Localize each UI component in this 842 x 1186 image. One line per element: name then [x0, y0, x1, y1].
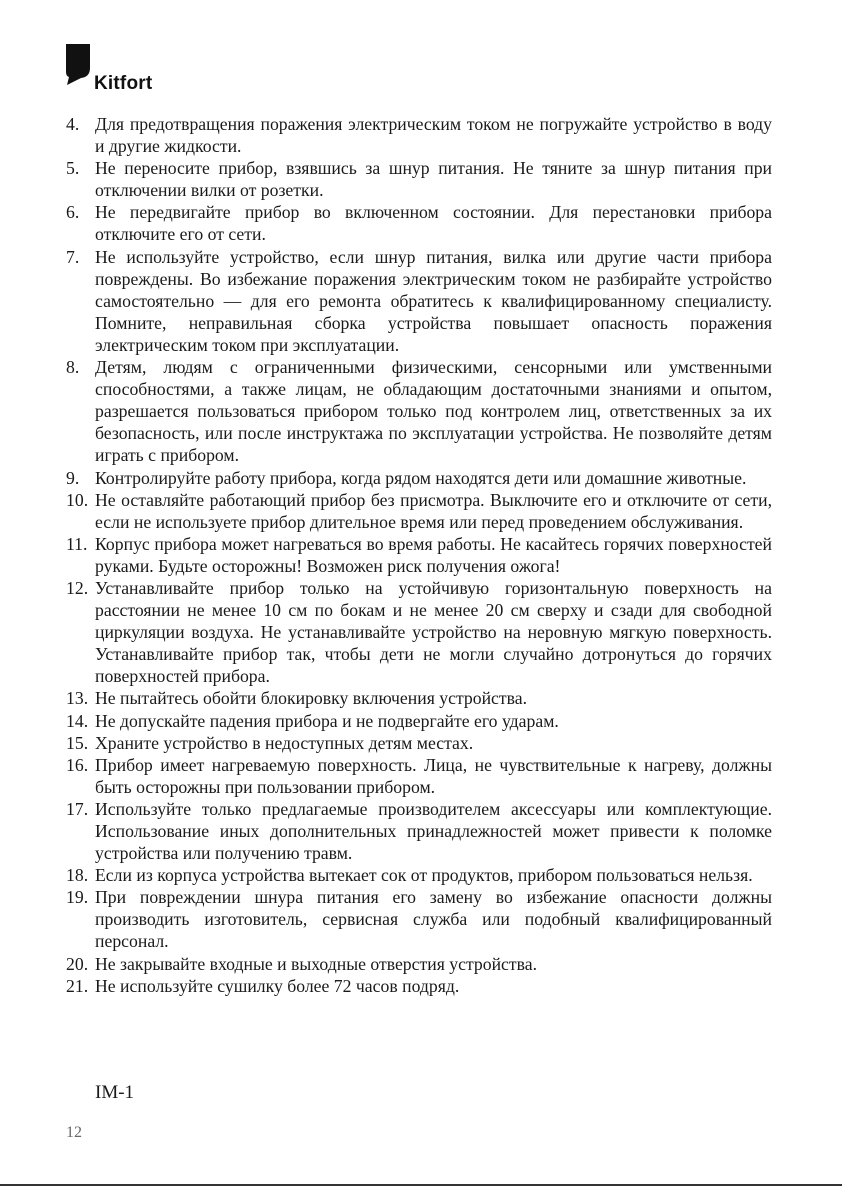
item-text: Не передвигайте прибор во включенном состоянии. Для перестановки прибора отключите его от сети.: [95, 202, 772, 245]
list-item: [66, 798, 772, 864]
item-number: 7.: [66, 246, 80, 267]
safety-instructions-list: [66, 113, 772, 997]
item-number: 5.: [66, 158, 80, 179]
document-code: IM-1: [95, 1082, 135, 1103]
item-text: Используйте только предлагаемые производителем аксессуары или комплектующие. Использование иных дополнительных принадлежностей может привести к поломке устройства или получению травм.: [95, 798, 772, 864]
list-item: [66, 201, 772, 245]
item-text: Контролируйте работу прибора, когда рядом находятся дети или домашние животные.: [95, 467, 747, 488]
item-text: Если из корпуса устройства вытекает сок от продуктов, прибором пользоваться нельзя.: [95, 865, 753, 886]
item-text: Детям, людям с ограниченными физическими, сенсорными или умственными способностями, а также лицам, не обладающим достаточными знаниями и опытом, разрешается пользоваться прибором только под контролем лиц, ответственных за их безопасность, или после инструктажа по эксплуатации устройства. Не позволяйте детям играть с прибором.: [95, 357, 772, 466]
item-number: 11.: [66, 533, 88, 554]
list-item: [66, 533, 772, 577]
item-text: При повреждении шнура питания его замену во избежание опасности должны производить изготовитель, сервисная служба или подобный квалифицированный персонал.: [95, 887, 772, 952]
item-number: 20.: [66, 953, 89, 974]
item-number: 10.: [66, 489, 89, 510]
list-item: [66, 246, 772, 356]
item-text: Не используйте устройство, если шнур питания, вилка или другие части прибора повреждены. Во избежание поражения электрическим током не разбирайте устройство самостоятельно — для его ремонта обратитесь к квалифицированному специалисту. Помните, неправильная сборка устройства повышает опасность поражения электрическим током при эксплуатации.: [95, 246, 772, 355]
list-item: [66, 489, 772, 533]
item-number: 6.: [66, 202, 80, 223]
list-item: [66, 754, 772, 798]
item-number: 15.: [66, 732, 89, 753]
item-text: Не используйте сушилку более 72 часов подряд.: [95, 975, 460, 996]
item-number: 13.: [66, 688, 89, 709]
item-text: Прибор имеет нагреваемую поверхность. Лица, не чувствительные к нагреву, должны быть осторожны при пользовании прибором.: [95, 754, 772, 797]
list-item: [66, 157, 772, 201]
item-number: 8.: [66, 357, 80, 378]
item-text: Не закрывайте входные и выходные отверстия устройства.: [95, 953, 538, 974]
item-text: Для предотвращения поражения электрическим током не погружайте устройство в воду и другие жидкости.: [95, 114, 772, 157]
item-text: Не переносите прибор, взявшись за шнур питания. Не тяните за шнур питания при отключении вилки от розетки.: [95, 158, 772, 201]
list-item: [66, 710, 772, 732]
list-item: [66, 356, 772, 466]
brand-name: Kitfort: [94, 73, 153, 94]
list-item: [66, 864, 772, 886]
item-text: Храните устройство в недоступных детям местах.: [95, 732, 474, 753]
list-item: [66, 732, 772, 754]
item-text: Устанавливайте прибор только на устойчивую горизонтальную поверхность на расстоянии не менее 10 см по бокам и не менее 20 см сверху и сзади для свободной циркуляции воздуха. Не устанавливайте устройство на неровную мягкую поверхность. Устанавливайте прибор так, чтобы дети не могли случайно дотронуться до горячих поверхностей прибора.: [95, 577, 772, 687]
item-number: 19.: [66, 887, 89, 908]
page-number: 12: [66, 1124, 82, 1141]
item-text: Не допускайте падения прибора и не подвергайте его ударам.: [95, 710, 559, 731]
item-number: 18.: [66, 865, 89, 886]
list-item: [66, 113, 772, 157]
list-item: [66, 687, 772, 709]
kitfort-logo-icon: [66, 44, 90, 86]
item-number: 16.: [66, 754, 89, 775]
list-item: [66, 577, 772, 687]
list-item: [66, 975, 772, 997]
item-number: 9.: [66, 467, 80, 488]
brand-logo: [66, 44, 176, 100]
item-text: Корпус прибора может нагреваться во время работы. Не касайтесь горячих поверхностей руками. Будьте осторожны! Возможен риск получения ожога!: [95, 533, 772, 576]
item-number: 14.: [66, 710, 89, 731]
list-item: [66, 886, 772, 952]
list-item: [66, 467, 772, 489]
item-number: 17.: [66, 798, 89, 819]
item-text: Не пытайтесь обойти блокировку включения устройства.: [95, 688, 528, 709]
item-text: Не оставляйте работающий прибор без присмотра. Выключите его и отключите от сети, если не используете прибор длительное время или перед проведением обслуживания.: [95, 489, 772, 532]
list-item: [66, 953, 772, 975]
item-number: 4.: [66, 114, 80, 134]
item-number: 21.: [66, 975, 89, 996]
item-number: 12.: [66, 577, 89, 598]
